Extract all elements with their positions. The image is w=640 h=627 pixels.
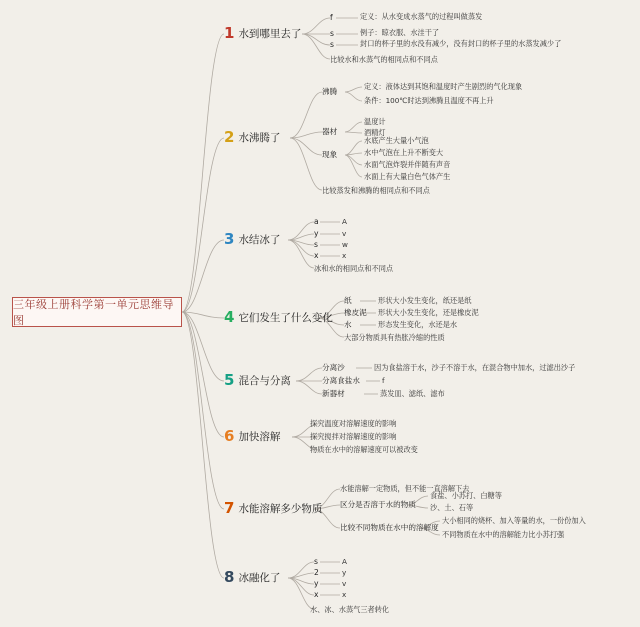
- note-node[interactable]: 大部分物质具有热胀冷缩的性质: [344, 333, 445, 342]
- branch-node-3[interactable]: [224, 232, 280, 247]
- sub-node[interactable]: s: [330, 29, 334, 38]
- leaf-node[interactable]: A: [342, 557, 347, 566]
- leaf-node[interactable]: x: [342, 251, 347, 260]
- sub-node[interactable]: 分离沙: [322, 363, 345, 372]
- branch-label-1: 水到哪里去了: [238, 28, 302, 40]
- sub-node[interactable]: y: [314, 229, 319, 238]
- branch-number-8: 8: [224, 568, 235, 586]
- branch-label-8: 冰融化了: [238, 572, 281, 584]
- sub-node[interactable]: 2: [314, 568, 319, 577]
- note-node[interactable]: 比较蒸发和沸腾的相同点和不同点: [322, 186, 430, 195]
- leaf-node[interactable]: 食盐、小苏打、白糖等: [430, 491, 502, 500]
- leaf-node[interactable]: 酒精灯: [364, 128, 386, 137]
- branch-label-2: 水沸腾了: [238, 132, 281, 144]
- leaf-node[interactable]: 定义：从水变成水蒸气的过程叫做蒸发: [360, 12, 483, 21]
- leaf-node[interactable]: 水底产生大量小气泡: [364, 136, 429, 145]
- leaf-node[interactable]: 形状大小发生变化，还是橡皮泥: [378, 308, 479, 317]
- branch-node-8[interactable]: [224, 570, 280, 585]
- leaf-node[interactable]: 例子：晾衣服、水洼干了: [360, 28, 440, 37]
- leaf-node[interactable]: A: [342, 217, 347, 226]
- sub-node[interactable]: s: [330, 40, 334, 49]
- branch-label-6: 加快溶解: [238, 431, 281, 443]
- sub-node[interactable]: y: [314, 579, 319, 588]
- branch-node-4[interactable]: [224, 310, 333, 325]
- sub-node[interactable]: 新器材: [322, 389, 345, 398]
- leaf-node[interactable]: 物质在水中的溶解速度可以被改变: [310, 445, 418, 454]
- sub-node[interactable]: 区分是否溶于水的物质: [340, 500, 416, 509]
- leaf-node[interactable]: f: [382, 376, 385, 385]
- leaf-node[interactable]: 水能溶解一定物质，但不能一直溶解下去: [340, 484, 470, 493]
- branch-number-3: 3: [224, 230, 235, 248]
- note-node[interactable]: 水、冰、水蒸气三者转化: [310, 605, 390, 614]
- branch-label-3: 水结冰了: [238, 234, 281, 246]
- branch-number-4: 4: [224, 308, 235, 326]
- branch-node-7[interactable]: [224, 501, 322, 516]
- leaf-node[interactable]: 蒸发皿、滤纸、滤布: [380, 389, 445, 398]
- sub-node[interactable]: 现象: [322, 150, 338, 159]
- branch-node-1[interactable]: [224, 26, 301, 41]
- sub-node[interactable]: 橡皮泥: [344, 308, 367, 317]
- leaf-node[interactable]: 形态发生变化，水还是水: [378, 320, 458, 329]
- leaf-node[interactable]: 不同物质在水中的溶解能力比小苏打强: [442, 530, 565, 539]
- leaf-node[interactable]: v: [342, 229, 347, 238]
- sub-node[interactable]: s: [314, 557, 318, 566]
- leaf-node[interactable]: y: [342, 568, 347, 577]
- leaf-node[interactable]: 水面上有大量白色气体产生: [364, 172, 451, 181]
- sub-node[interactable]: 比较不同物质在水中的溶解度: [340, 523, 439, 532]
- leaf-node[interactable]: 封口的杯子里的水没有减少，没有封口的杯子里的水蒸发减少了: [360, 39, 562, 48]
- branch-node-5[interactable]: [224, 373, 291, 388]
- leaf-node[interactable]: 条件：100℃时达到沸腾且温度不再上升: [364, 96, 494, 105]
- leaf-node[interactable]: 大小相同的烧杯、加入等量的水，一份份加入: [442, 516, 586, 525]
- sub-node[interactable]: x: [314, 590, 319, 599]
- leaf-node[interactable]: 定义：液体达到其饱和温度时产生剧烈的气化现象: [364, 82, 523, 91]
- leaf-node[interactable]: v: [342, 579, 347, 588]
- note-node[interactable]: 比较水和水蒸气的相同点和不同点: [330, 55, 438, 64]
- branch-number-5: 5: [224, 371, 235, 389]
- sub-node[interactable]: 分离食盐水: [322, 376, 360, 385]
- branch-node-6[interactable]: [224, 429, 280, 444]
- branch-label-4: 它们发生了什么变化: [238, 312, 333, 324]
- leaf-node[interactable]: 形状大小发生变化，纸还是纸: [378, 296, 472, 305]
- sub-node[interactable]: 水: [344, 320, 352, 329]
- root-node[interactable]: [12, 297, 182, 327]
- leaf-node[interactable]: x: [342, 590, 347, 599]
- note-node[interactable]: 冰和水的相同点和不同点: [314, 264, 394, 273]
- branch-node-2[interactable]: [224, 130, 280, 145]
- sub-node[interactable]: x: [314, 251, 319, 260]
- leaf-node[interactable]: w: [342, 240, 348, 249]
- branch-number-7: 7: [224, 499, 235, 517]
- branch-number-6: 6: [224, 427, 235, 445]
- leaf-node[interactable]: 水面气泡炸裂并伴随有声音: [364, 160, 451, 169]
- branch-number-2: 2: [224, 128, 235, 146]
- sub-node[interactable]: a: [314, 217, 319, 226]
- leaf-node[interactable]: 温度计: [364, 117, 386, 126]
- leaf-node[interactable]: 探究搅拌对溶解速度的影响: [310, 432, 397, 441]
- sub-node[interactable]: f: [330, 13, 333, 22]
- sub-node[interactable]: 纸: [344, 296, 352, 305]
- sub-node[interactable]: s: [314, 240, 318, 249]
- branch-label-5: 混合与分离: [238, 375, 291, 387]
- root-label: 三年级上册科学第一单元思维导图: [13, 298, 174, 327]
- leaf-node[interactable]: 探究温度对溶解速度的影响: [310, 419, 397, 428]
- sub-node[interactable]: 器材: [322, 127, 338, 136]
- leaf-node[interactable]: 因为食盐溶于水，沙子不溶于水，在混合物中加水，过滤出沙子: [374, 363, 576, 372]
- sub-node[interactable]: 沸腾: [322, 87, 338, 96]
- leaf-node[interactable]: 沙、土、石等: [430, 503, 474, 512]
- branch-number-1: 1: [224, 24, 235, 42]
- leaf-node[interactable]: 水中气泡在上升不断变大: [364, 148, 444, 157]
- branch-label-7: 水能溶解多少物质: [238, 503, 323, 515]
